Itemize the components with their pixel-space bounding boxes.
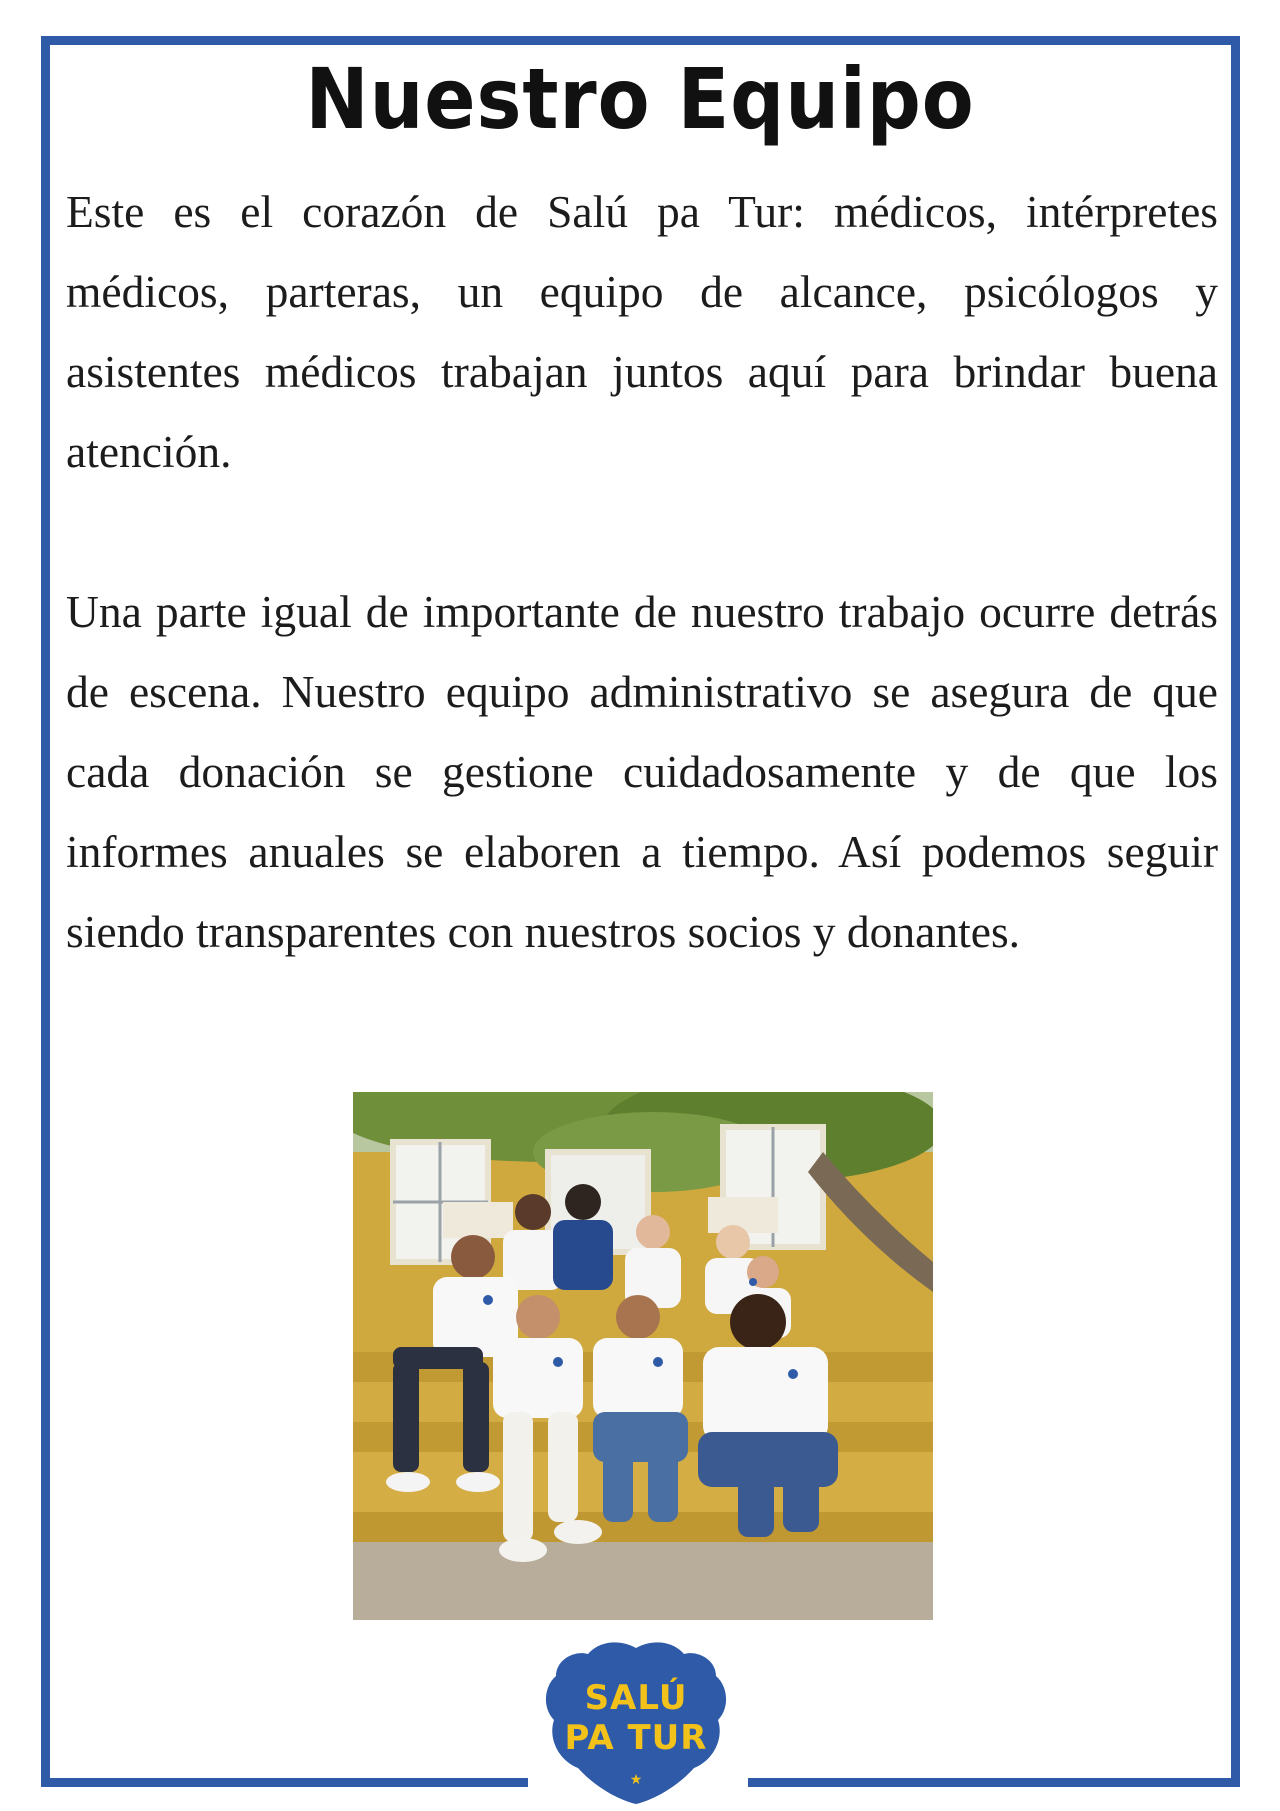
logo-text-line1: SALÚ (584, 1678, 688, 1718)
team-photo (353, 1092, 933, 1620)
paragraph-intro: Este es el corazón de Salú pa Tur: médicos, intérpretes médicos, parteras, un equipo de alcance, psicólogos y asistentes médicos trabajan juntos aquí para brindar buena atención. (66, 186, 1218, 477)
logo-text-line2: PA TUR (564, 1718, 708, 1758)
star-icon: ★ (629, 1772, 643, 1788)
salu-pa-tur-logo (538, 1636, 734, 1806)
paragraph-admin: Una parte igual de importante de nuestro trabajo ocurre detrás de escena. Nuestro equipo administrativo se asegura de que cada donación se gestione cuidadosamente y de que los informes anuales se elaboren a tiempo. Así podemos seguir siendo transparentes con nuestros socios y donantes. (66, 586, 1218, 957)
page-title: Nuestro Equipo (305, 50, 975, 148)
